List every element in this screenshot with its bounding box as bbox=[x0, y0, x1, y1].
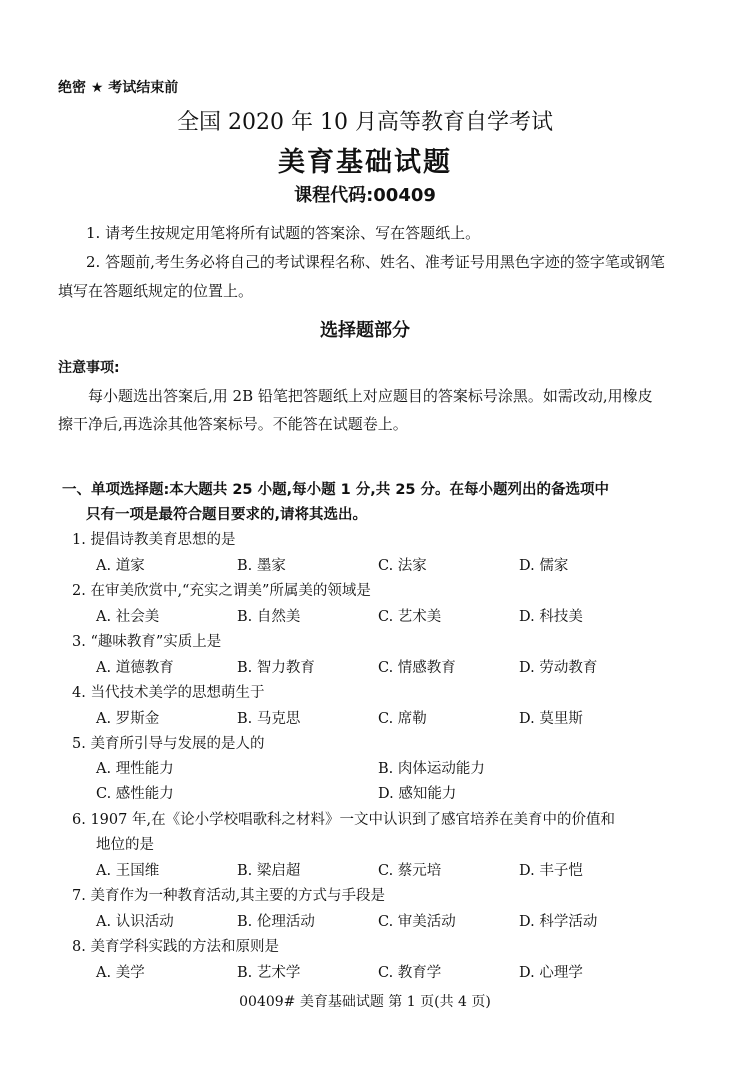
q7-option-b: B. 伦理活动 bbox=[237, 914, 315, 930]
section-title: 选择题部分 bbox=[320, 320, 410, 341]
notes-line-1: 每小题选出答案后,用 2B 铅笔把答题纸上对应题目的答案标号涂黑。如需改动,用橡皮 bbox=[88, 387, 653, 405]
q5-option-b: B. 肉体运动能力 bbox=[378, 761, 485, 777]
q3-option-a: A. 道德教育 bbox=[96, 660, 174, 676]
q1-option-d: D. 儒家 bbox=[519, 558, 569, 574]
q8-option-d: D. 心理学 bbox=[519, 965, 583, 981]
q5-option-d: D. 感知能力 bbox=[378, 786, 457, 802]
question-8-stem: 8. 美育学科实践的方法和原则是 bbox=[72, 939, 279, 955]
question-4-stem: 4. 当代技术美学的思想萌生于 bbox=[72, 685, 265, 701]
q4-option-c: C. 席勒 bbox=[378, 711, 427, 727]
q5-option-a: A. 理性能力 bbox=[96, 761, 174, 777]
q1-option-c: C. 法家 bbox=[378, 558, 427, 574]
q8-option-b: B. 艺术学 bbox=[237, 965, 301, 981]
page-footer: 00409# 美育基础试题 第 1 页(共 4 页) bbox=[239, 994, 491, 1010]
question-7-stem: 7. 美育作为一种教育活动,其主要的方式与手段是 bbox=[72, 888, 386, 904]
q7-option-a: A. 认识活动 bbox=[96, 914, 174, 930]
question-6-stem-cont: 地位的是 bbox=[96, 837, 154, 853]
notes-heading: 注意事项: bbox=[58, 360, 120, 376]
q3-option-b: B. 智力教育 bbox=[237, 660, 315, 676]
question-5-stem: 5. 美育所引导与发展的是人的 bbox=[72, 736, 265, 752]
instruction-1: 1. 请考生按规定用笔将所有试题的答案涂、写在答题纸上。 bbox=[86, 224, 481, 242]
q3-option-d: D. 劳动教育 bbox=[519, 660, 598, 676]
instruction-2-cont: 填写在答题纸规定的位置上。 bbox=[58, 282, 254, 300]
part-heading-line-2: 只有一项是最符合题目要求的,请将其选出。 bbox=[86, 507, 368, 523]
q4-option-b: B. 马克思 bbox=[237, 711, 301, 727]
q1-option-a: A. 道家 bbox=[96, 558, 145, 574]
course-code: 课程代码:00409 bbox=[294, 185, 436, 206]
q8-option-a: A. 美学 bbox=[96, 965, 145, 981]
q5-option-c: C. 感性能力 bbox=[96, 786, 174, 802]
confidential-label: 绝密 ★ 考试结束前 bbox=[58, 80, 179, 96]
question-3-stem: 3. “趣味教育”实质上是 bbox=[72, 634, 222, 650]
exam-title: 全国 2020 年 10 月高等教育自学考试 bbox=[177, 110, 553, 135]
q7-option-d: D. 科学活动 bbox=[519, 914, 598, 930]
q6-option-b: B. 梁启超 bbox=[237, 863, 301, 879]
q2-option-d: D. 科技美 bbox=[519, 609, 583, 625]
q1-option-b: B. 墨家 bbox=[237, 558, 286, 574]
question-6-stem: 6. 1907 年,在《论小学校唱歌科之材料》一文中认识到了感官培养在美育中的价值和 bbox=[72, 812, 616, 828]
question-2-stem: 2. 在审美欣赏中,“充实之谓美”所属美的领域是 bbox=[72, 583, 371, 599]
instruction-2: 2. 答题前,考生务必将自己的考试课程名称、姓名、准考证号用黑色字迹的签字笔或钢笔 bbox=[86, 253, 665, 271]
q6-option-a: A. 王国维 bbox=[96, 863, 160, 879]
q7-option-c: C. 审美活动 bbox=[378, 914, 456, 930]
q8-option-c: C. 教育学 bbox=[378, 965, 442, 981]
subject-title: 美育基础试题 bbox=[278, 147, 452, 178]
q6-option-c: C. 蔡元培 bbox=[378, 863, 442, 879]
question-1-stem: 1. 提倡诗教美育思想的是 bbox=[72, 532, 236, 548]
notes-line-2: 擦干净后,再选涂其他答案标号。不能答在试题卷上。 bbox=[58, 415, 408, 433]
q2-option-c: C. 艺术美 bbox=[378, 609, 442, 625]
q2-option-b: B. 自然美 bbox=[237, 609, 301, 625]
q2-option-a: A. 社会美 bbox=[96, 609, 160, 625]
part-heading-line-1: 一、单项选择题:本大题共 25 小题,每小题 1 分,共 25 分。在每小题列出的备选项中 bbox=[62, 482, 610, 498]
q4-option-a: A. 罗斯金 bbox=[96, 711, 160, 727]
q6-option-d: D. 丰子恺 bbox=[519, 863, 583, 879]
q4-option-d: D. 莫里斯 bbox=[519, 711, 583, 727]
q3-option-c: C. 情感教育 bbox=[378, 660, 456, 676]
